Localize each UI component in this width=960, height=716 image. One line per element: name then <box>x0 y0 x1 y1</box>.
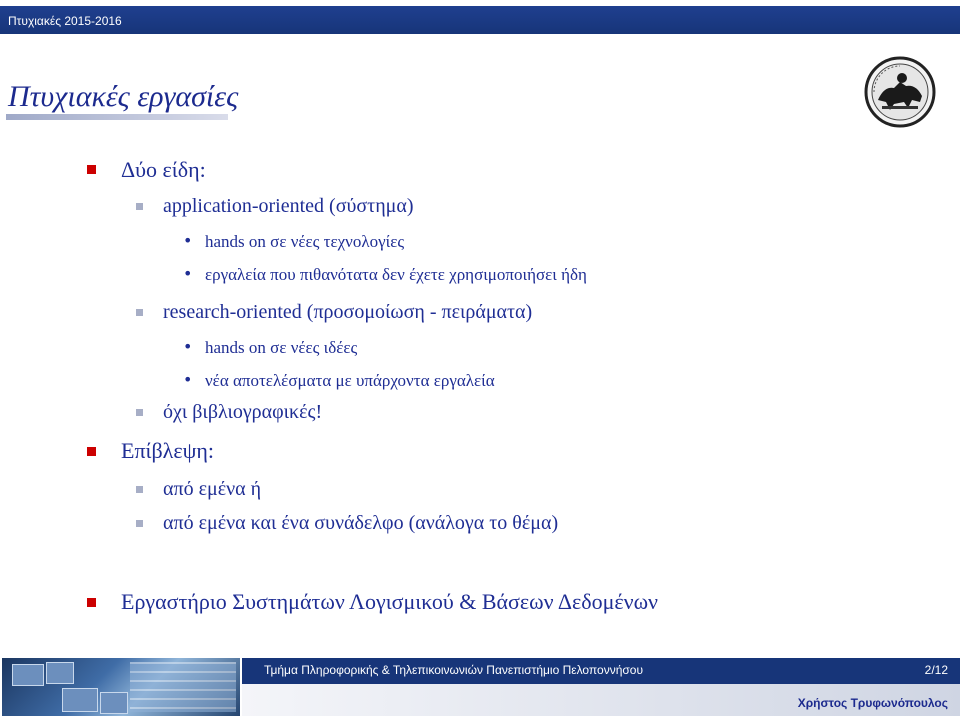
footer-band <box>242 658 960 684</box>
keyboard-key-icon <box>100 692 128 714</box>
slide-title: Πτυχιακές εργασίες <box>8 80 239 113</box>
footer-lower <box>242 684 960 716</box>
list-item: hands on σε νέες ιδέες <box>205 338 358 357</box>
list-item: από εμένα ή <box>163 478 262 500</box>
dot-bullet-icon: • <box>183 231 193 250</box>
university-seal-logo <box>864 56 936 128</box>
list-item: research-oriented (προσομοίωση - πειράματα) <box>163 301 533 323</box>
list-item: hands on σε νέες τεχνολογίες <box>205 232 405 251</box>
gray-square-bullet-icon <box>136 203 143 210</box>
keyboard-key-icon <box>62 688 98 712</box>
keyboard-photo <box>2 658 240 716</box>
title-underline <box>6 114 228 120</box>
author-name: Χρήστος Τρυφωνόπουλος <box>797 696 948 710</box>
list-item: Επίβλεψη: <box>121 438 214 463</box>
list-item: νέα αποτελέσματα με υπάρχοντα εργαλεία <box>205 371 495 390</box>
gray-square-bullet-icon <box>136 409 143 416</box>
list-item: εργαλεία που πιθανότατα δεν έχετε χρησιμοποιήσει ήδη <box>205 265 587 284</box>
course-title: Πτυχιακές 2015-2016 <box>8 14 122 28</box>
gray-square-bullet-icon <box>136 486 143 493</box>
red-square-bullet-icon <box>87 598 96 607</box>
dot-bullet-icon: • <box>183 337 193 356</box>
gray-square-bullet-icon <box>136 520 143 527</box>
page-number: 2/12 <box>924 663 948 677</box>
list-item: application-oriented (σύστημα) <box>163 195 414 217</box>
red-square-bullet-icon <box>87 447 96 456</box>
keyboard-key-icon <box>46 662 74 684</box>
department-text: Τμήμα Πληροφορικής & Τηλεπικοινωνιών Πανεπιστήμιο Πελοποννήσου <box>264 663 644 677</box>
list-item: από εμένα και ένα συνάδελφο (ανάλογα το θέμα) <box>163 512 559 534</box>
screen-text-texture <box>130 662 236 712</box>
list-item: όχι βιβλιογραφικές! <box>163 401 323 423</box>
footer <box>0 658 960 716</box>
header-bar <box>0 0 960 34</box>
list-item: Εργαστήριο Συστημάτων Λογισμικού & Βάσεων Δεδομένων <box>121 589 658 614</box>
gray-square-bullet-icon <box>136 309 143 316</box>
keyboard-key-icon <box>12 664 44 686</box>
dot-bullet-icon: • <box>183 264 193 283</box>
dot-bullet-icon: • <box>183 370 193 389</box>
list-item: Δύο είδη: <box>121 157 206 182</box>
red-square-bullet-icon <box>87 165 96 174</box>
